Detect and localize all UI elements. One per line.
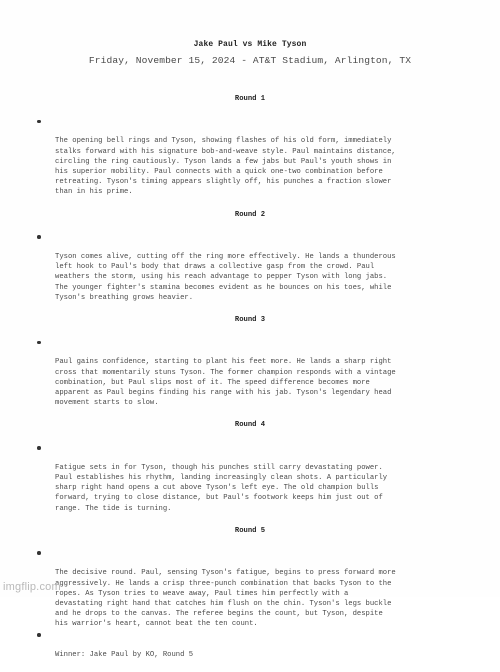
document-title: Jake Paul vs Mike Tyson [193, 40, 307, 49]
bullet-text: Fatigue sets in for Tyson, though his punches still carry devastating power. Paul establishes his rhythm, landing increasingly clean shots. A particularly sharp right hand opens a cut above Tyson's left eye. The old champion bulls forward, trying to close distance, but Paul's footwork keeps him just out of range. The tide is turning. [55, 463, 388, 513]
bullet-item [0, 548, 445, 630]
bullet-icon [37, 341, 41, 345]
round-heading: Round 3 [234, 316, 266, 325]
bullet-text: Tyson comes alive, cutting off the ring more effectively. He lands a thunderous left hook to Paul's body that draws a collective gasp from the crowd. Paul weathers the storm, using his reach advantage to pepper Tyson with long jabs. The younger fighter's stamina becomes evident as he bounces on his toes, while Tyson's breathing grows heavier. [55, 253, 396, 302]
round-heading: Round 2 [234, 210, 266, 219]
round-body [0, 442, 500, 513]
round-heading: Round 1 [234, 95, 266, 103]
winner-bullet-item [0, 630, 445, 661]
round-body [0, 116, 500, 198]
bullet-text: The decisive round. Paul, sensing Tyson's fatigue, begins to press forward more aggressively. He lands a crisp three-punch combination that backs Tyson to the ropes. As Tyson tries to weave away, Paul times him perfectly with a devastating right hand that catches him flush on the chin. Tyson's legs buckle and he drops to the canvas. The referee begins the count, but Tyson, despite his warrior's heart, cannot beat the ten count. [55, 569, 396, 629]
bullet-item [0, 442, 445, 513]
bullet-icon [37, 235, 41, 239]
round-body [0, 232, 500, 303]
bullet-icon [37, 551, 41, 555]
bullet-item [0, 116, 445, 198]
round-body [0, 337, 500, 408]
rounds-section [0, 94, 500, 672]
bullet-icon [37, 633, 41, 637]
bullet-text: The opening bell rings and Tyson, showing flashes of his old form, immediately stalks forward with his signature bob-and-weave style. Paul maintains distance, circling the ring cautiously. Tyson lands a few jabs but Paul's youth shows in his superior mobility. Paul connects with a quick one-two combination before retreating. Tyson's timing appears slightly off, his punches a fraction slower than in his prime. [55, 137, 396, 197]
bullet-item [0, 232, 445, 303]
document-subtitle: Friday, November 15, 2024 - AT&T Stadium, Arlington, TX [88, 55, 412, 66]
bullet-text: Paul gains confidence, starting to plant his feet more. He lands a sharp right cross that momentarily stuns Tyson. The former champion responds with a vintage combination, but Paul slips most of it. The speed difference becomes more apparent as Paul begins finding his range with his jab. Tyson's legendary head movement starts to slow. [55, 358, 396, 408]
round-2-section [0, 210, 500, 303]
bullet-icon [37, 446, 41, 450]
bullet-item [0, 337, 445, 408]
bullet-icon [37, 120, 41, 124]
winner-text: Winner: Jake Paul by KO, Round 5 [55, 650, 194, 659]
round-4-section [0, 420, 500, 513]
round-1-section [0, 94, 500, 198]
round-5-section [0, 526, 500, 660]
round-3-section [0, 315, 500, 408]
imgflip-watermark: imgflip.com [3, 581, 61, 593]
round-heading: Round 4 [234, 421, 266, 430]
round-heading: Round 5 [234, 526, 266, 535]
round-body [0, 548, 500, 660]
